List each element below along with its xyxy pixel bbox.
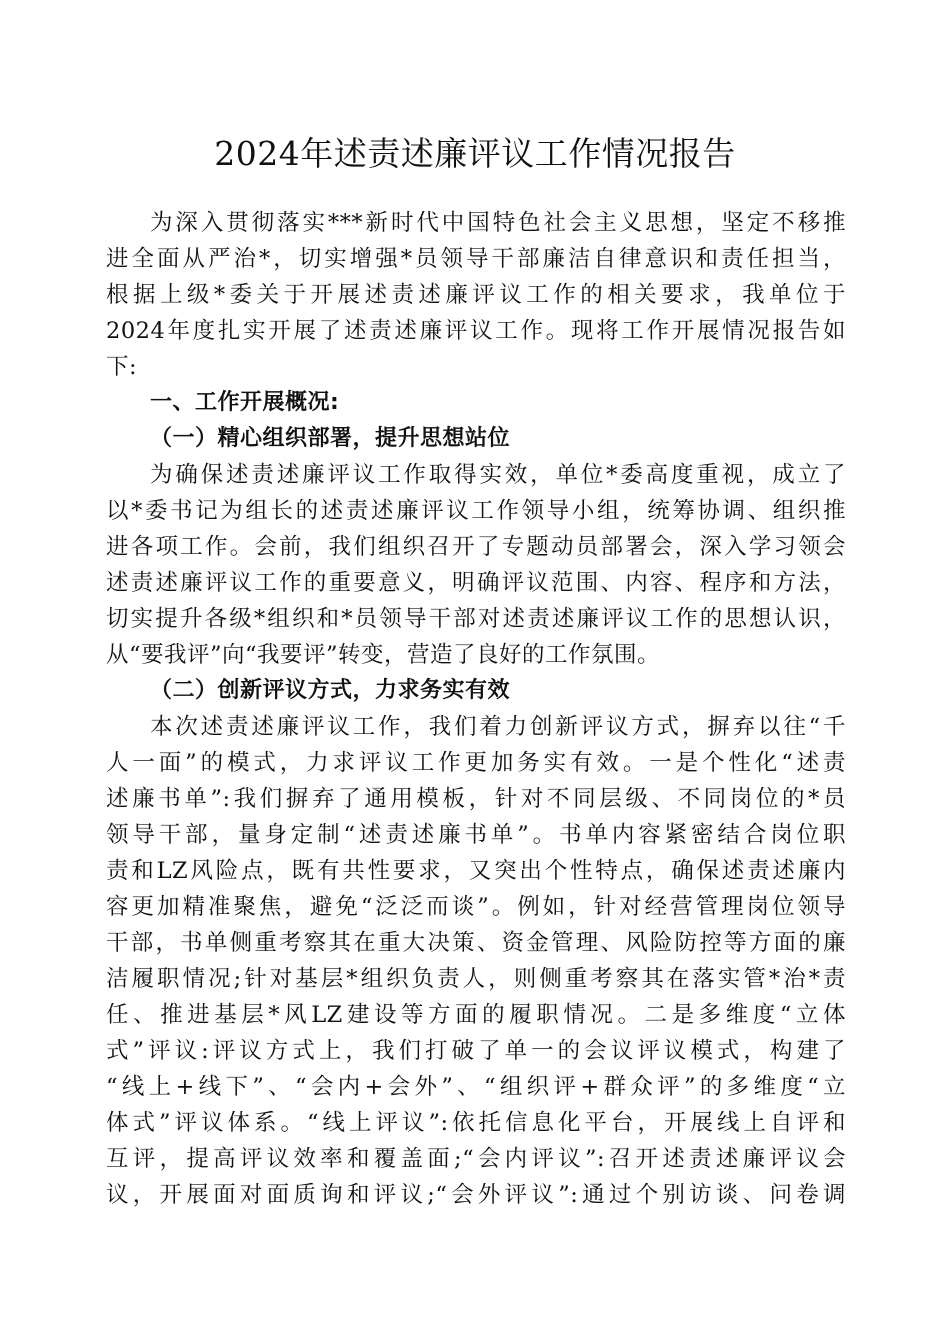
paragraph-line: 领导干部，量身定制“述责述廉书单”。书单内容紧密结合岗位职: [106, 822, 846, 848]
paragraph-line: 责和LZ风险点，既有共性要求，又突出个性特点，确保述责述廉内: [106, 858, 846, 884]
paragraph-line: 述廉书单”:我们摒弃了通用模板，针对不同层级、不同岗位的*员: [106, 786, 846, 812]
paragraph-line: 为确保述责述廉评议工作取得实效，单位*委高度重视，成立了: [150, 462, 846, 488]
subsection-heading: （一）精心组织部署，提升思想站位: [150, 426, 511, 451]
intro-line: 下:: [106, 354, 138, 380]
subsection-heading: （二）创新评议方式，力求务实有效: [150, 678, 511, 703]
paragraph-line: 互评，提高评议效率和覆盖面;“会内评议”:召开述责述廉评议会: [106, 1146, 846, 1172]
intro-line: 根据上级*委关于开展述责述廉评议工作的相关要求，我单位于: [106, 282, 846, 308]
paragraph-line: 进各项工作。会前，我们组织召开了专题动员部署会，深入学习领会: [106, 534, 846, 560]
paragraph-line: “线上+线下”、“会内+会外”、“组织评+群众评”的多维度“立: [106, 1074, 846, 1100]
section-heading: 一、工作开展概况:: [150, 390, 340, 415]
intro-line: 为深入贯彻落实***新时代中国特色社会主义思想，坚定不移推: [150, 210, 846, 236]
paragraph-line: 人一面”的模式，力求评议工作更加务实有效。一是个性化“述责: [106, 750, 846, 776]
paragraph-line: 式”评议:评议方式上，我们打破了单一的会议评议模式，构建了: [106, 1038, 846, 1064]
paragraph-line: 议，开展面对面质询和评议;“会外评议”:通过个别访谈、问卷调: [106, 1182, 846, 1208]
document-title: 2024年述责述廉评议工作情况报告: [214, 134, 736, 173]
paragraph-line: 本次述责述廉评议工作，我们着力创新评议方式，摒弃以往“千: [150, 714, 846, 740]
paragraph-line: 切实提升各级*组织和*员领导干部对述责述廉评议工作的思想认识，: [106, 606, 846, 632]
paragraph-line: 体式”评议体系。“线上评议”:依托信息化平台，开展线上自评和: [106, 1110, 846, 1136]
paragraph-line: 任、推进基层*风LZ建设等方面的履职情况。二是多维度“立体: [106, 1002, 846, 1028]
paragraph-line: 洁履职情况;针对基层*组织负责人，则侧重考察其在落实管*治*责: [106, 966, 846, 992]
document-body: [106, 205, 846, 1213]
paragraph-line: 述责述廉评议工作的重要意义，明确评议范围、内容、程序和方法，: [106, 570, 846, 596]
paragraph-line: 以*委书记为组长的述责述廉评议工作领导小组，统筹协调、组织推: [106, 498, 846, 524]
intro-line: 进全面从严治*，切实增强*员领导干部廉洁自律意识和责任担当，: [106, 246, 846, 272]
paragraph-line: 容更加精准聚焦，避免“泛泛而谈”。例如，针对经营管理岗位领导: [106, 894, 846, 920]
intro-line: 2024年度扎实开展了述责述廉评议工作。现将工作开展情况报告如: [106, 318, 846, 344]
paragraph-line: 从“要我评”向“我要评”转变，营造了良好的工作氛围。: [106, 642, 661, 668]
paragraph-line: 干部，书单侧重考察其在重大决策、资金管理、风险防控等方面的廉: [106, 930, 846, 956]
